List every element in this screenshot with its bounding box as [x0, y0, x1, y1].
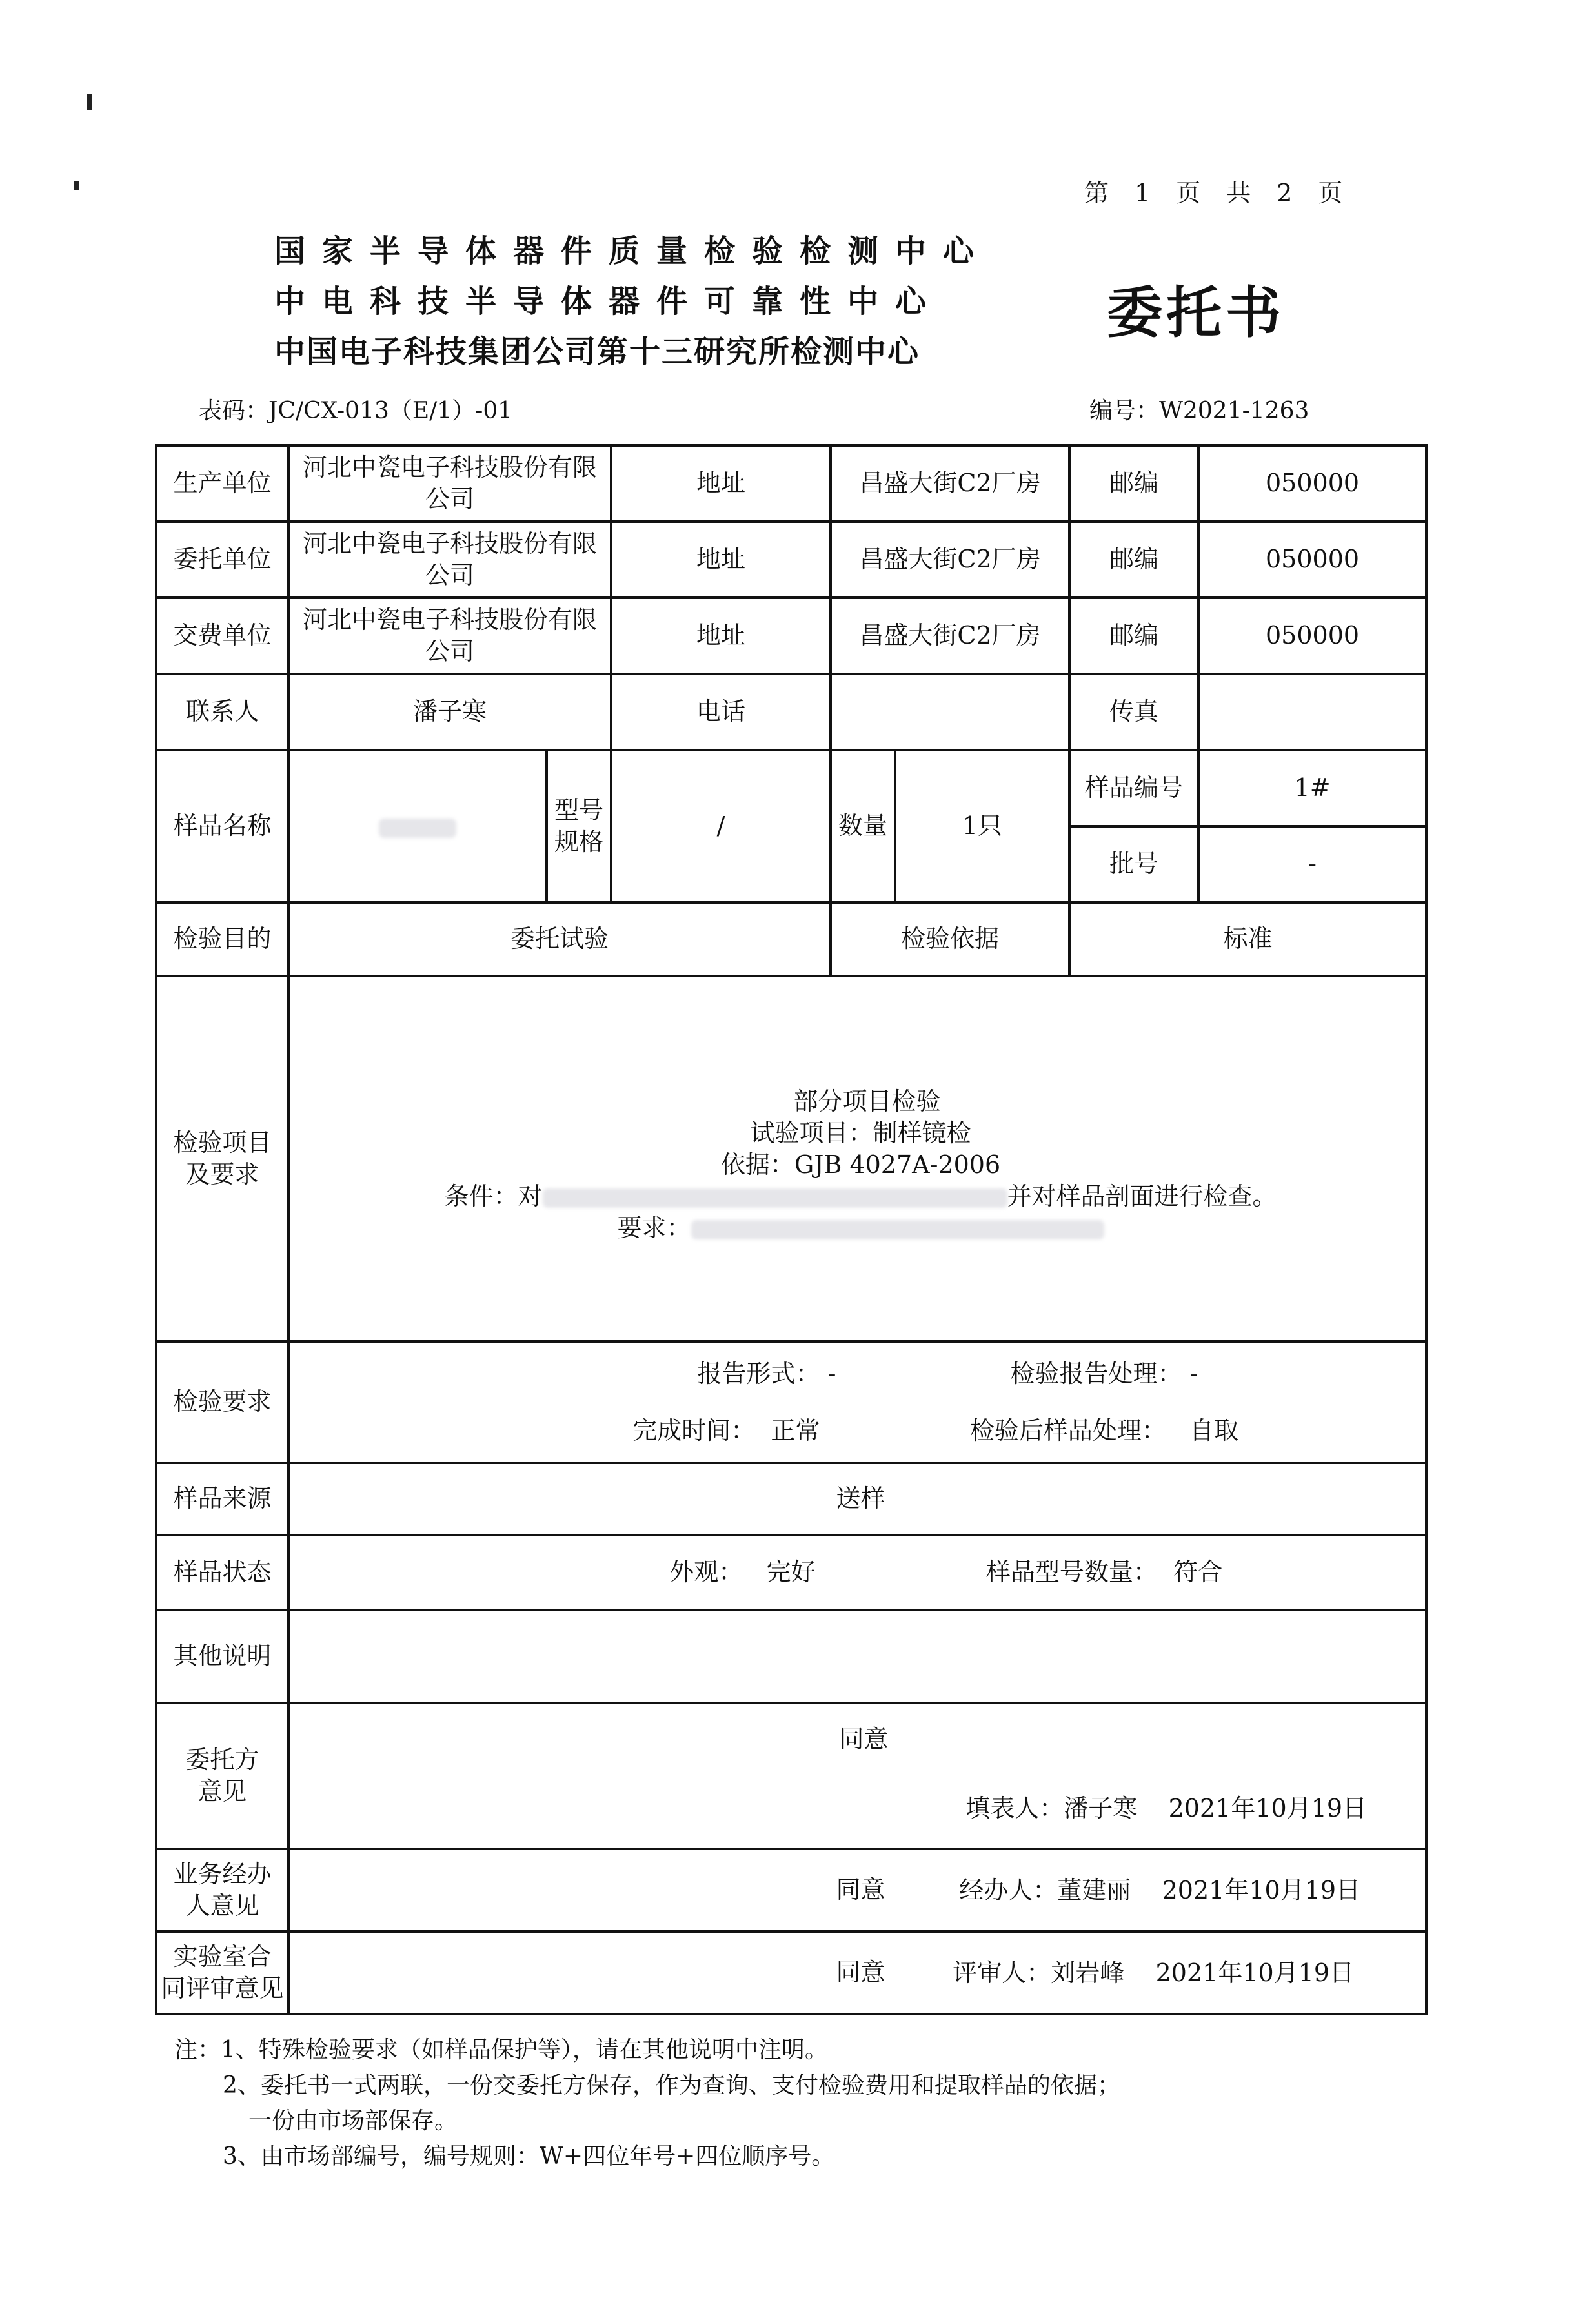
document-title: 委托书 [1107, 280, 1285, 345]
scan-mark [74, 181, 79, 190]
label-line: 同评审意见 [161, 1974, 284, 2002]
page-text: 共 [1226, 179, 1251, 207]
unit-label: 生产单位 [156, 445, 288, 522]
client-opinion-row [156, 1703, 1426, 1849]
redacted-text [691, 1220, 1104, 1239]
other-row [156, 1610, 1426, 1703]
field-label: 完成时间： [632, 1416, 756, 1445]
field-label: 检验后样品处理： [969, 1416, 1166, 1445]
model-value: / [611, 750, 831, 902]
model-quantity [986, 1556, 1222, 1588]
field-label: 外观： [669, 1558, 743, 1587]
status-row [156, 1535, 1426, 1610]
sample-row [156, 750, 1426, 826]
footnote: 注：1、特殊检验要求（如样品保护等），请在其他说明中注明。 [174, 2037, 828, 2063]
field-value: - [827, 1360, 836, 1388]
purpose-value: 委托试验 [288, 902, 831, 976]
unit-name: 河北中瓷电子科技股份有限公司 [288, 522, 611, 598]
source-row [156, 1463, 1426, 1535]
purpose-row [156, 902, 1426, 976]
business-opinion-row [156, 1849, 1426, 1931]
address-value: 昌盛大街C2厂房 [831, 598, 1069, 674]
report-handling [1011, 1345, 1198, 1402]
items-line-text: 并对样品剖面进行检查。 [1007, 1181, 1277, 1210]
page-text: 第 [1084, 179, 1109, 207]
status-label: 样品状态 [156, 1535, 288, 1610]
label-line: 业务经办 [173, 1859, 272, 1888]
zip-value: 050000 [1198, 598, 1426, 674]
signer-name: 刘岩峰 [1051, 1959, 1125, 1987]
signature-line [303, 1793, 1425, 1824]
fax-value [1198, 674, 1426, 750]
batch-value: - [1198, 826, 1426, 902]
address-label: 地址 [611, 522, 831, 598]
unit-label: 委托单位 [156, 522, 288, 598]
opinion-text: 同意 [836, 1958, 885, 1987]
requirements-label: 检验要求 [156, 1341, 288, 1463]
opinion-text: 同意 [839, 1725, 889, 1753]
contact-label: 联系人 [156, 674, 288, 750]
signer-name: 潘子寒 [1064, 1794, 1138, 1823]
field-value: 自取 [1189, 1416, 1239, 1445]
scan-mark [87, 94, 92, 110]
label-line: 人意见 [185, 1891, 259, 1920]
requirements-line [303, 1402, 1419, 1459]
sign-date: 2021年10月19日 [1168, 1794, 1368, 1823]
zip-value: 050000 [1198, 445, 1426, 522]
model-label-line: 型号 [554, 795, 604, 824]
field-label: 检验报告处理： [1010, 1360, 1182, 1388]
phone-label: 电话 [611, 674, 831, 750]
requirements-content [288, 1341, 1426, 1463]
unit-row [156, 445, 1426, 522]
sign-date: 2021年10月19日 [1162, 1876, 1361, 1904]
page-number: 1 [1135, 179, 1151, 207]
sample-name-label: 样品名称 [156, 750, 288, 902]
items-line: 依据：GJB 4027A-2006 [720, 1150, 1001, 1179]
field-value: - [1189, 1360, 1198, 1388]
page-indicator [1084, 173, 1368, 209]
field-label: 样品型号数量： [985, 1558, 1158, 1587]
sample-no-value: 1# [1198, 750, 1426, 826]
field-value: 完好 [766, 1558, 816, 1587]
model-label-line: 规格 [554, 828, 604, 856]
appearance [499, 1556, 986, 1588]
source-label: 样品来源 [156, 1463, 288, 1535]
items-label-line: 及要求 [185, 1160, 259, 1188]
basis-label: 检验依据 [831, 902, 1069, 976]
footnote: 2、委托书一式两联，一份交委托方保存，作为查询、支付检验费用和提取样品的依据； [223, 2072, 1120, 2099]
signer-label: 评审人： [953, 1959, 1051, 1987]
signer-label: 经办人： [959, 1876, 1058, 1904]
signature-line [953, 1957, 1354, 1989]
signer-name: 董建丽 [1057, 1876, 1131, 1904]
source-value: 送样 [288, 1463, 1426, 1535]
items-label [156, 976, 288, 1341]
basis-value: 标准 [1069, 902, 1426, 976]
quantity-value: 1只 [895, 750, 1069, 902]
other-value [288, 1610, 1426, 1703]
requirements-row [156, 1341, 1426, 1463]
label-line: 意见 [197, 1777, 247, 1806]
field-value: 正常 [771, 1416, 820, 1445]
address-value: 昌盛大街C2厂房 [831, 445, 1069, 522]
footnote: 3、由市场部编号，编号规则：W+四位年号+四位顺序号。 [223, 2143, 835, 2170]
address-label: 地址 [611, 445, 831, 522]
field-label: 报告形式： [697, 1360, 820, 1388]
items-line-text: 条件：对 [444, 1181, 543, 1210]
items-label-line: 检验项目 [173, 1128, 272, 1157]
lab-opinion-content [288, 1931, 1426, 2014]
items-content [288, 976, 1426, 1341]
serial-number: 编号：W2021-1263 [1089, 398, 1309, 424]
signer-label: 填表人： [965, 1794, 1064, 1823]
redacted-text [543, 1188, 1007, 1208]
items-row [156, 976, 1426, 1341]
address-value: 昌盛大街C2厂房 [831, 522, 1069, 598]
page-text: 页 [1176, 179, 1201, 207]
page-total: 2 [1277, 179, 1293, 207]
label-line: 委托方 [185, 1745, 259, 1774]
zip-value: 050000 [1198, 522, 1426, 598]
items-line-text: 要求： [617, 1213, 691, 1242]
unit-name: 河北中瓷电子科技股份有限公司 [288, 598, 611, 674]
client-opinion-label [156, 1703, 288, 1849]
items-line: 试验项目：制样镜检 [750, 1118, 971, 1147]
unit-name: 河北中瓷电子科技股份有限公司 [288, 445, 611, 522]
org-name-2: 中电科技半导体器件可靠性中心 [274, 283, 944, 320]
phone-value [831, 674, 1069, 750]
footnote: 一份由市场部保存。 [248, 2108, 458, 2134]
unit-row [156, 598, 1426, 674]
quantity-label: 数量 [831, 750, 895, 902]
lab-opinion-row [156, 1931, 1426, 2014]
footnotes [174, 2032, 1120, 2174]
zip-label: 邮编 [1069, 445, 1198, 522]
business-opinion-label [156, 1849, 288, 1931]
sample-no-label: 样品编号 [1069, 750, 1198, 826]
commission-form [155, 444, 1428, 2015]
business-opinion-content [288, 1849, 1426, 1931]
completion-time [483, 1402, 970, 1459]
unit-label: 交费单位 [156, 598, 288, 674]
signature-line [959, 1875, 1360, 1906]
contact-row [156, 674, 1426, 750]
post-inspection-handling [970, 1402, 1238, 1459]
unit-row [156, 522, 1426, 598]
label-line: 实验室合 [173, 1942, 272, 1971]
zip-label: 邮编 [1069, 522, 1198, 598]
page-text: 页 [1318, 179, 1343, 207]
requirements-line [303, 1345, 1419, 1402]
status-content [288, 1535, 1426, 1610]
model-label [547, 750, 611, 902]
items-line: 部分项目检验 [793, 1086, 941, 1116]
contact-name: 潘子寒 [288, 674, 611, 750]
sample-name-value [288, 750, 547, 902]
org-name-3: 中国电子科技集团公司第十三研究所检测中心 [274, 334, 920, 370]
client-opinion-content [288, 1703, 1426, 1849]
other-label: 其他说明 [156, 1610, 288, 1703]
items-line [296, 1181, 1425, 1212]
redacted-text [379, 819, 456, 838]
items-line [296, 1212, 1425, 1244]
fax-label: 传真 [1069, 674, 1198, 750]
sign-date: 2021年10月19日 [1155, 1959, 1355, 1987]
report-form [523, 1345, 1011, 1402]
batch-label: 批号 [1069, 826, 1198, 902]
field-value: 符合 [1173, 1558, 1223, 1587]
form-code: 表码：JC/CX-013（E/1）-01 [199, 398, 513, 424]
zip-label: 邮编 [1069, 598, 1198, 674]
address-label: 地址 [611, 598, 831, 674]
opinion-text: 同意 [836, 1875, 885, 1904]
lab-opinion-label [156, 1931, 288, 2014]
purpose-label: 检验目的 [156, 902, 288, 976]
org-name-1: 国家半导体器件质量检验检测中心 [274, 233, 991, 269]
